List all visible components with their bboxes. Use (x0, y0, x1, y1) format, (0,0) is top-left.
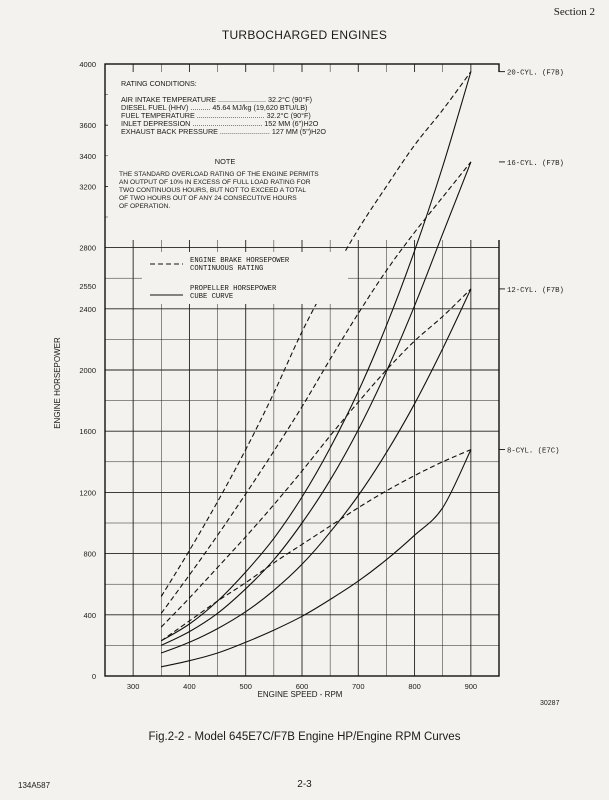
series-label: 16-CYL. (F7B) (507, 159, 564, 168)
legend-label: CONTINUOUS RATING (190, 265, 264, 273)
section-label: Section 2 (553, 6, 595, 18)
y-tick-label: 0 (91, 672, 96, 681)
x-tick-label: 300 (126, 682, 140, 691)
figure-code: 30287 (540, 700, 560, 707)
y-tick-label: 3600 (79, 121, 96, 131)
rating-line: AIR INTAKE TEMPERATURE ........................ 32.2°C (90°F) (121, 95, 313, 104)
rating-line: DIESEL FUEL (HHV) .......... 45.64 MJ/kg (19,620 BTU/LB) (121, 103, 308, 112)
x-axis-label: ENGINE SPEED - RPM (257, 690, 343, 699)
y-tick-label: 800 (83, 549, 96, 559)
y-tick-label: 2800 (79, 243, 96, 253)
y-tick-label: 2550 (79, 281, 96, 291)
note-line: OF TWO HOURS OUT OF ANY 24 CONSECUTIVE HOURS (119, 195, 297, 202)
x-tick-label: 700 (352, 682, 365, 691)
y-tick-labels (79, 60, 96, 681)
series-labels (499, 70, 564, 456)
x-tick-label: 500 (239, 682, 252, 691)
y-tick-label: 3400 (79, 151, 96, 161)
legend-label: PROPELLER HORSEPOWER (190, 285, 277, 293)
series-label: 12-CYL. (F7B) (507, 286, 564, 295)
rating-line: INLET DEPRESSION ................................... 152 MM (6")H2O (121, 119, 319, 128)
page-number: 2-3 (297, 779, 312, 790)
note-line: THE STANDARD OVERLOAD RATING OF THE ENGINE PERMITS (119, 171, 319, 178)
note-line: TWO CONTINUOUS HOURS, BUT NOT TO EXCEED A TOTAL (119, 187, 307, 194)
y-tick-label: 2000 (79, 366, 96, 375)
x-tick-label: 800 (408, 682, 421, 691)
figure-caption: Fig.2-2 - Model 645E7C/F7B Engine HP/Engine RPM Curves (148, 731, 461, 743)
y-tick-label: 2400 (79, 304, 96, 314)
note-heading: NOTE (214, 157, 236, 166)
chart-title: TURBOCHARGED ENGINES (221, 28, 388, 42)
series-label: 8-CYL. (E7C) (507, 447, 560, 456)
document-id: 134A587 (18, 781, 51, 790)
legend-label: ENGINE BRAKE HORSEPOWER (190, 257, 290, 265)
x-tick-label: 600 (295, 682, 309, 691)
y-tick-label: 4000 (79, 60, 96, 69)
y-tick-label: 400 (83, 610, 96, 620)
note-line: OF OPERATION. (119, 203, 171, 210)
y-axis-label: ENGINE HORSEPOWER (53, 337, 62, 429)
y-tick-label: 3200 (79, 182, 96, 192)
chart-legend (142, 252, 348, 304)
series-label: 20-CYL. (F7B) (507, 69, 564, 78)
rating-line: FUEL TEMPERATURE .................................. 32.2°C (90°F) (121, 111, 311, 120)
x-tick-label: 400 (183, 682, 196, 691)
rating-line: EXHAUST BACK PRESSURE ......................... 127 MM (5")H2O (121, 127, 326, 136)
series-line-continuous-rating (161, 450, 471, 641)
x-tick-label: 900 (464, 682, 478, 691)
y-tick-label: 1600 (79, 427, 96, 437)
legend-label: CUBE CURVE (190, 293, 234, 301)
rating-heading: RATING CONDITIONS: (121, 79, 197, 88)
note-line: AN OUTPUT OF 10% IN EXCESS OF FULL LOAD RATING FOR (119, 179, 311, 186)
y-tick-label: 1200 (79, 488, 96, 498)
